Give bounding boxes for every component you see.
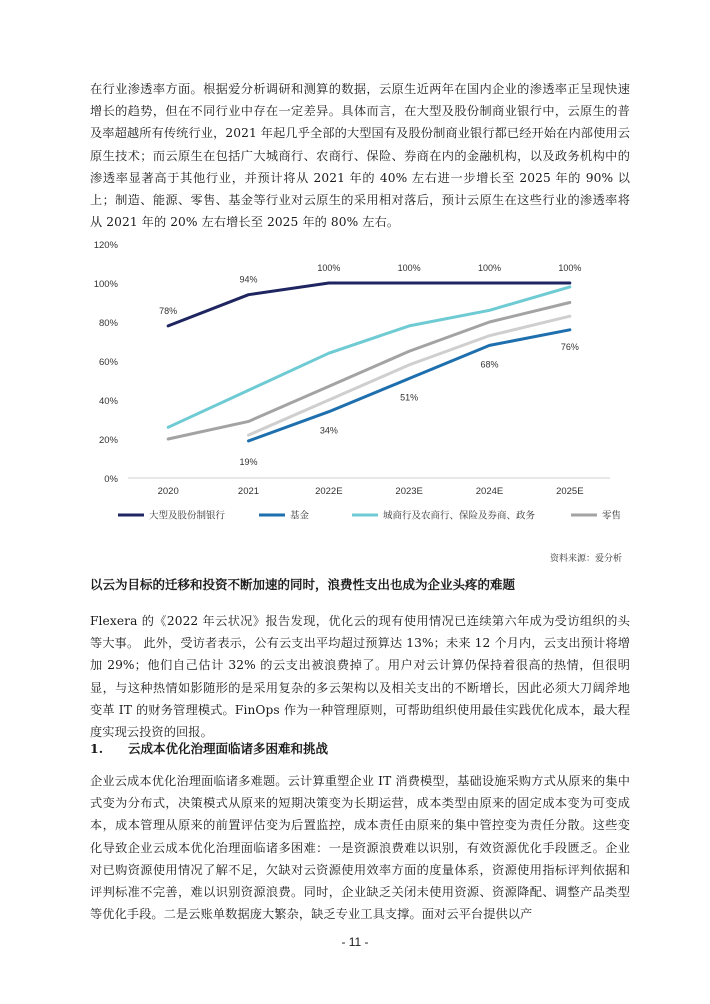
y-tick-label: 20%: [98, 435, 118, 446]
chart-source: 资料来源：爱分析: [549, 554, 622, 564]
x-tick-label: 2020: [157, 486, 179, 497]
y-tick-label: 120%: [93, 240, 118, 251]
data-label: 94%: [239, 274, 258, 285]
chart-series: [168, 283, 570, 441]
legend-label: 零售: [602, 510, 622, 522]
subsection-title: 云成本优化治理面临诸多困难和挑战: [128, 741, 329, 756]
y-tick-label: 80%: [98, 318, 118, 329]
data-label: 76%: [560, 341, 579, 352]
intro-paragraph: 在行业渗透率方面。根据爱分析调研和测算的数据，云原生近两年在国内企业的渗透率正呈现快速增长的趋势，但在不同行业中存在一定差异。具体而言，在大型及股份制商业银行中，云原生的普及率超越所有传统行业，2021 年起几乎全部的大型国有及股份制商业银行都已经开始在内部使用云原生技术；而云原生在包括广大城商行、农商行、保险、券商在内的金融机构，以及政务机构中的渗透率显著高于其他行业，并预计将从 2021 年的 40% 左右进一步增长至 2025 年的 90% 以上；制造、能源、零售、基金等行业对云原生的采用相对落后，预计云原生在这些行业的渗透率将从 2021 年的 20% 左右增长至 2025 年的 80% 左右。: [90, 82, 630, 230]
y-tick-label: 0%: [104, 474, 118, 485]
x-tick-label: 2024E: [475, 486, 504, 497]
x-tick-label: 2025E: [556, 486, 584, 497]
data-label: 100%: [317, 263, 341, 273]
y-tick-label: 60%: [98, 357, 118, 368]
chart-legend: [118, 510, 640, 522]
series-line: [168, 303, 570, 440]
series-line: [249, 316, 570, 435]
y-tick-label: 100%: [93, 279, 118, 290]
data-label: 78%: [159, 305, 178, 316]
subsection-heading: [90, 739, 328, 757]
section-heading: 以云为目标的迁移和投资不断加速的同时，浪费性支出也成为企业头疼的难题: [90, 577, 516, 592]
series-line: [168, 287, 570, 427]
legend-label: 城商行及农商行、保险及券商、政务: [383, 510, 536, 522]
data-label: 34%: [319, 425, 338, 436]
chart-data-labels: [159, 263, 581, 467]
series-line: [249, 330, 570, 441]
data-label: 100%: [477, 263, 502, 273]
subsection-number: 1.: [90, 741, 104, 756]
data-label: 100%: [558, 263, 582, 273]
x-tick-label: 2023E: [395, 486, 423, 497]
chart-axes: [94, 240, 610, 497]
data-label: 100%: [397, 263, 421, 273]
page-number: - 11 -: [341, 935, 369, 949]
x-tick-label: 2022E: [315, 486, 343, 497]
challenges-paragraph: 企业云成本优化治理面临诸多难题。云计算重塑企业 IT 消费模型，基础设施采购方式从原来的集中式变为分布式，决策模式从原来的短期决策变为长期运营，成本类型由原来的固定成本变为可变成本，成本管理从原来的前置评估变为后置监控，成本责任由原来的集中管控变为责任分散。这些变化导致企业云成本优化治理面临诸多困难：一是资源浪费难以识别，有效资源优化手段匮乏。企业对已购资源使用情况了解不足，欠缺对云资源使用效率方面的度量体系，资源使用指标评判依据和评判标准不完善，难以识别资源浪费。同时，企业缺乏关闭未使用资源、资源降配、调整产品类型等优化手段。二是云账单数据庞大繁杂，缺乏专业工具支撑。面对云平台提供以产: [90, 774, 630, 922]
legend-label: 大型及股份制银行: [149, 510, 226, 522]
x-tick-label: 2021: [237, 486, 260, 497]
data-label: 19%: [239, 456, 258, 467]
legend-label: 基金: [290, 510, 310, 522]
y-tick-label: 40%: [98, 396, 118, 407]
penetration-line-chart: [80, 232, 640, 532]
data-label: 51%: [400, 392, 419, 403]
flexera-paragraph: Flexera 的《2022 年云状况》报告发现，优化云的现有使用情况已连续第六年成为受访组织的头等大事。 此外，受访者表示，公有云支出平均超过预算达 13%；未来 12 个月内，云支出预计将增加 29%；他们自己估计 32% 的云支出被浪费掉了。用户对云计算仍保持着很高的热情，但很明显，与这种热情如影随形的是采用复杂的多云架构以及相关支出的不断增长，因此必须大刀阔斧地变革 IT 的财务管理模式。FinOps 作为一种管理原则，可帮助组织使用最佳实践优化成本，最大程度实现云投资的回报。: [90, 614, 630, 740]
data-label: 68%: [480, 359, 499, 370]
